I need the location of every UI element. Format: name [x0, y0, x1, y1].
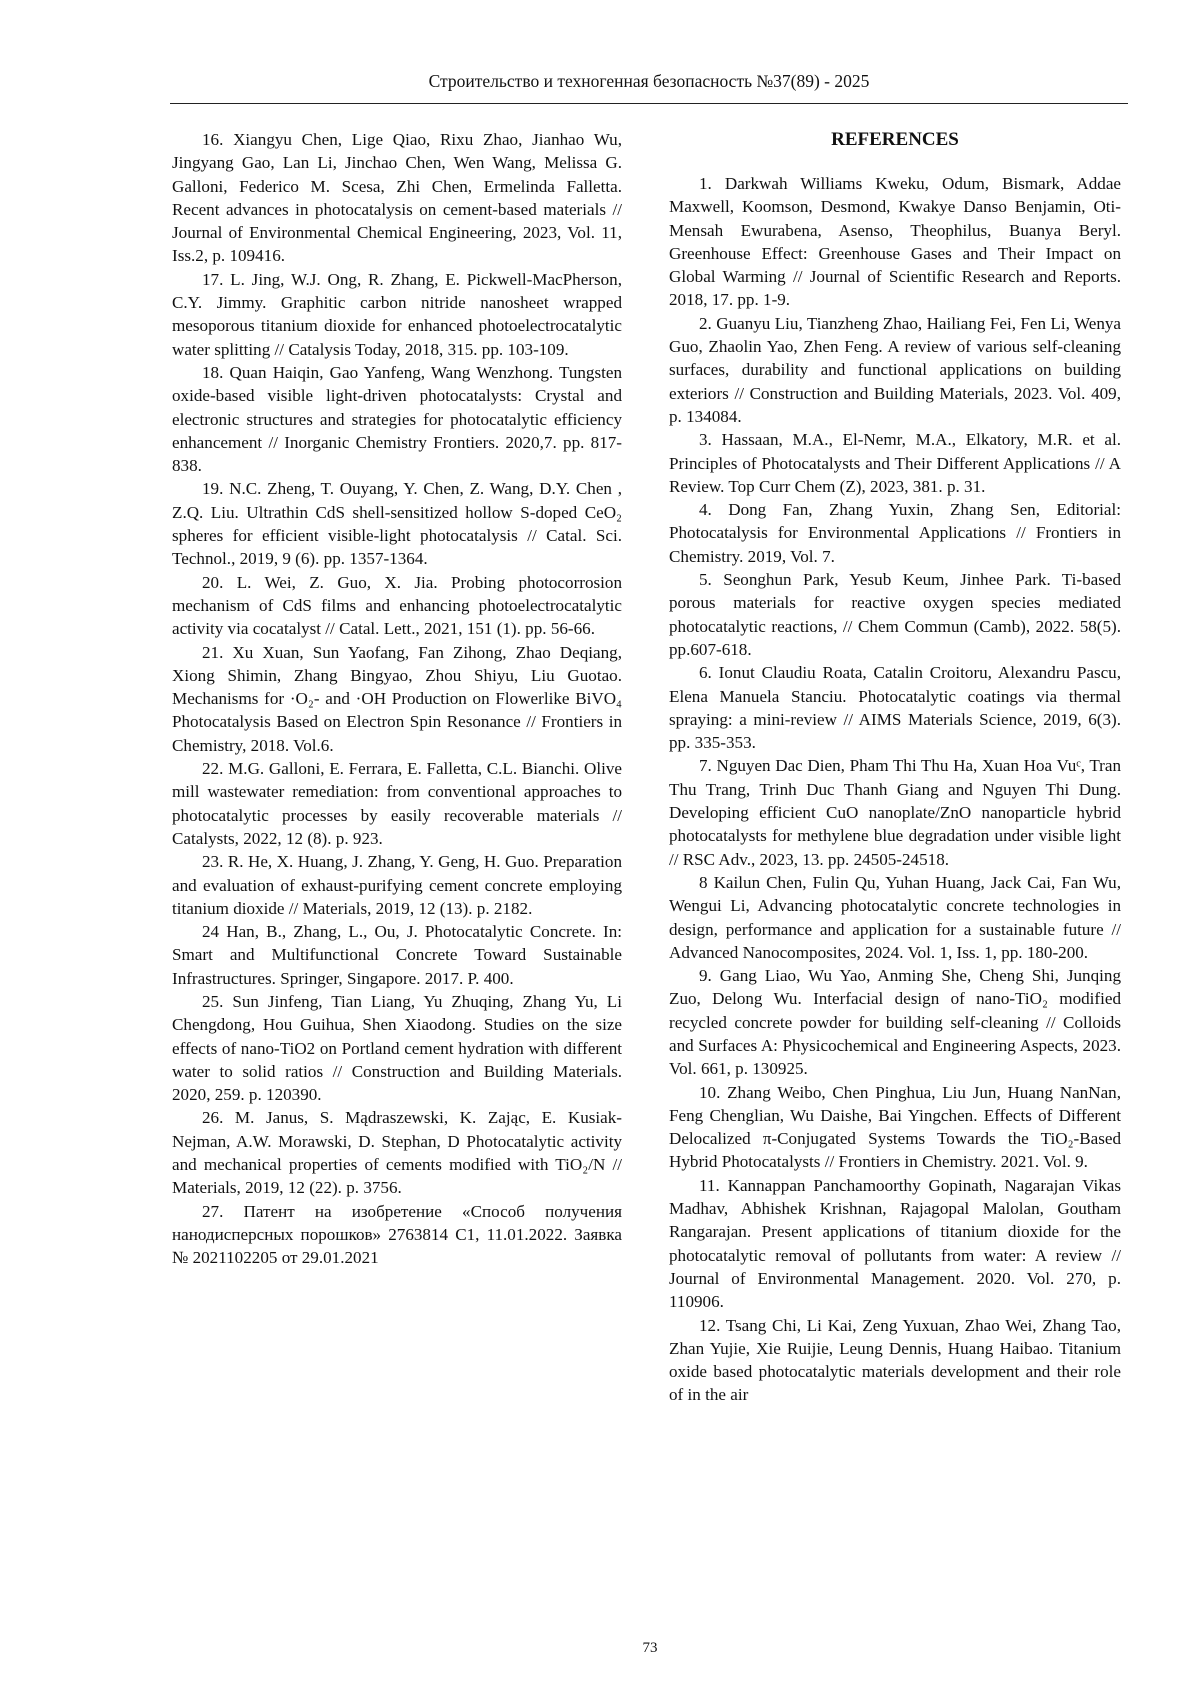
reference-11: 11. Kannappan Panchamoorthy Gopinath, Nagarajan Vikas Madhav, Abhishek Krishnan, Rajagopal Malolan, Goutham Rangarajan. Present applications of titanium dioxide for the photocatalytic removal of pollutants from water: A review // Journal of Environmental Management. 2020. Vol. 270, p. 110906. — [669, 1175, 1121, 1312]
reference-22: 22. M.G. Galloni, E. Ferrara, E. Falletta, C.L. Bianchi. Olive mill wastewater remediation: from conventional approaches to photocatalytic processes by easily recoverable materials // Catalysts, 2022, 12 (8). p. 923. — [172, 759, 622, 848]
reference-16: 16. Xiangyu Chen, Lige Qiao, Rixu Zhao, Jianhao Wu, Jingyang Gao, Lan Li, Jinchao Chen, Wen Wang, Melissa G. Galloni, Federico M. Scesa, Zhi Chen, Ermelinda Falletta. Recent advances in photocatalysis on cement-based materials // Journal of Environmental Chemical Engineering, 2023, Vol. 11, Iss.2, p. 109416. — [172, 130, 622, 266]
running-header: Строительство и техногенная безопасность №37(89) - 2025 — [428, 71, 870, 91]
reference-27: 27. Патент на изобретение «Способ получения нанодисперсных порошков» 2763814 C1, 11.01.2022. Заявка № 2021102205 от 29.01.2021 — [172, 1201, 622, 1268]
header-divider — [170, 103, 1128, 104]
right-column — [669, 128, 1121, 1407]
reference-3: 3. Hassaan, M.A., El-Nemr, M.A., Elkatory, M.R. et al. Principles of Photocatalysts and Their Different Applications // A Review. Top Curr Chem (Z), 2023, 381. p. 31. — [669, 430, 1121, 496]
reference-26: 26. M. Janus, S. Mądraszewski, K. Zając, E. Kusiak-Nejman, A.W. Morawski, D. Stephan, D Photocatalytic activity and mechanical properties of cements modified with TiO₂/N // Materials, 2019, 12 (22). p. 3756. — [172, 1108, 622, 1198]
reference-4: 4. Dong Fan, Zhang Yuxin, Zhang Sen, Editorial: Photocatalysis for Environmental Applications // Frontiers in Chemistry. 2019, Vol. 7. — [669, 500, 1121, 566]
reference-8: 8 Kailun Chen, Fulin Qu, Yuhan Huang, Jack Cai, Fan Wu, Wengui Li, Advancing photocatalytic concrete technologies in design, performance and application for a sustainable future // Advanced Nanocomposites, 2024. Vol. 1, Iss. 1, pp. 180-200. — [669, 872, 1121, 962]
reference-5: 5. Seonghun Park, Yesub Keum, Jinhee Park. Ti-based porous materials for reactive oxygen species mediated photocatalytic reactions, // Chem Commun (Camb), 2022. 58(5). pp.607-618. — [669, 570, 1121, 659]
reference-18: 18. Quan Haiqin, Gao Yanfeng, Wang Wenzhong. Tungsten oxide-based visible light-driven photocatalysts: Crystal and electronic structures and strategies for photocatalytic efficiency enhancement // Inorganic Chemistry Frontiers. 2020,7. pp. 817-838. — [172, 362, 622, 476]
reference-2: 2. Guanyu Liu, Tianzheng Zhao, Hailiang Fei, Fen Li, Wenya Guo, Zhaolin Yao, Zhen Feng. A review of various self-cleaning surfaces, durability and functional applications on building exteriors // Construction and Building Materials, 2023. Vol. 409, p. 134084. — [669, 313, 1121, 426]
reference-9: 9. Gang Liao, Wu Yao, Anming She, Cheng Shi, Junqing Zuo, Delong Wu. Interfacial design of nano-TiO₂ modified recycled concrete powder for building self-cleaning // Colloids and Surfaces A: Physicochemical and Engineering Aspects, 2023. Vol. 661, p. 130925. — [669, 966, 1121, 1079]
reference-6: 6. Ionut Claudiu Roata, Catalin Croitoru, Alexandru Pascu, Elena Manuela Stanciu. Photocatalytic coatings via thermal spraying: a mini-review // AIMS Materials Science, 2019, 6(3). pp. 335-353. — [669, 663, 1121, 753]
reference-21: 21. Xu Xuan, Sun Yaofang, Fan Zihong, Zhao Deqiang, Xiong Shimin, Zhang Bingyao, Zhou Shiyu, Liu Guotao. Mechanisms for ·O₂- and ·OH Production on Flowerlike BiVO₄ Photocatalysis Based on Electron Spin Resonance // Frontiers in Chemistry, 2018. Vol.6. — [172, 642, 622, 755]
reference-25: 25. Sun Jinfeng, Tian Liang, Yu Zhuqing, Zhang Yu, Li Chengdong, Hou Guihua, Shen Xiaodong. Studies on the size effects of nano-TiO2 on Portland cement hydration with different water to solid ratios // Construction and Building Materials. 2020, 259. p. 120390. — [172, 991, 622, 1105]
reference-7: 7. Nguyen Dac Dien, Pham Thi Thu Ha, Xuan Hoa Vuᶜ, Tran Thu Trang, Trinh Duc Thanh Giang and Nguyen Thi Dung. Developing efficient CuO nanoplate/ZnO nanoparticle hybrid photocatalysts for methylene blue degradation under visible light // RSC Adv., 2023, 13. pp. 24505-24518. — [669, 756, 1121, 869]
page-number: 73 — [642, 1640, 658, 1656]
reference-10: 10. Zhang Weibo, Chen Pinghua, Liu Jun, Huang NanNan, Feng Chenglian, Wu Daishe, Bai Yingchen. Effects of Different Delocalized π-Conjugated Systems Towards the TiO₂-Based Hybrid Photocatalysts // Frontiers in Chemistry. 2021. Vol. 9. — [669, 1082, 1121, 1172]
references-list — [669, 172, 1121, 1407]
reference-12: 12. Tsang Chi, Li Kai, Zeng Yuxuan, Zhao Wei, Zhang Tao, Zhan Yujie, Xie Ruijie, Leung Dennis, Huang Haibao. Titanium oxide based photocatalytic materials development and their role of in the air — [669, 1315, 1121, 1405]
left-column — [172, 128, 622, 1270]
reference-17: 17. L. Jing, W.J. Ong, R. Zhang, E. Pickwell-MacPherson, C.Y. Jimmy. Graphitic carbon nitride nanosheet wrapped mesoporous titanium dioxide for enhanced photoelectrocatalytic water splitting // Catalysis Today, 2018, 315. pp. 103-109. — [172, 269, 622, 359]
reference-1: 1. Darkwah Williams Kweku, Odum, Bismark, Addae Maxwell, Koomson, Desmond, Kwakye Danso Benjamin, Oti-Mensah Ewurabena, Asenso, Theophilus, Buanya Beryl. Greenhouse Effect: Greenhouse Gases and Their Impact on Global Warming // Journal of Scientific Research and Reports. 2018, 17. pp. 1-9. — [669, 174, 1121, 310]
reference-24: 24 Han, B., Zhang, L., Ou, J. Photocatalytic Concrete. In: Smart and Multifunctional Concrete Toward Sustainable Infrastructures. Springer, Singapore. 2017. P. 400. — [172, 922, 622, 988]
reference-19: 19. N.C. Zheng, T. Ouyang, Y. Chen, Z. Wang, D.Y. Chen , Z.Q. Liu. Ultrathin CdS shell-sensitized hollow S-doped CeO₂ spheres for efficient visible-light photocatalysis // Catal. Sci. Technol., 2019, 9 (6). pp. 1357-1364. — [172, 479, 622, 569]
reference-20: 20. L. Wei, Z. Guo, X. Jia. Probing photocorrosion mechanism of CdS films and enhancing photoelectrocatalytic activity via cocatalyst // Catal. Lett., 2021, 151 (1). pp. 56-66. — [172, 572, 622, 639]
reference-23: 23. R. He, X. Huang, J. Zhang, Y. Geng, H. Guo. Preparation and evaluation of exhaust-purifying cement concrete employing titanium dioxide // Materials, 2019, 12 (13). p. 2182. — [172, 852, 622, 918]
references-heading: REFERENCES — [831, 129, 959, 150]
